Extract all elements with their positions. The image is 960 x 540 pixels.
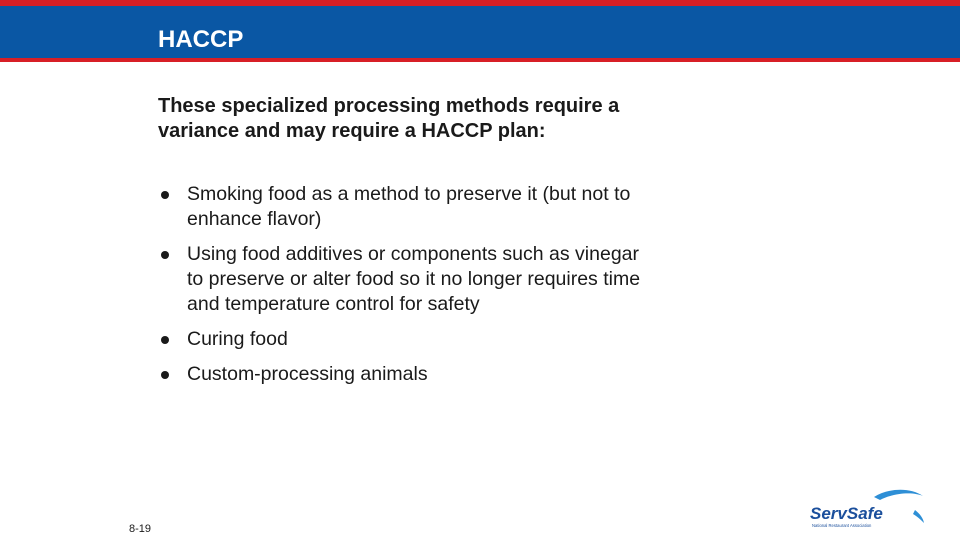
intro-text: These specialized processing methods require a variance and may require a HACCP plan: xyxy=(158,95,620,142)
bullet-list xyxy=(160,182,660,397)
logo-wordmark: ServSafe xyxy=(810,504,883,523)
bullet-dot-icon xyxy=(161,336,169,344)
bullet-text: Using food additives or components such as vinegar to preserve or alter food so it no longer requires time and temperature control for safety xyxy=(187,243,641,315)
logo-tagline: National Restaurant Association xyxy=(812,523,872,528)
title-bar xyxy=(0,6,960,58)
bullet-dot-icon xyxy=(161,191,169,199)
bullet-item xyxy=(160,327,660,352)
page-number: 8-19 xyxy=(129,523,152,535)
bullet-dot-icon xyxy=(161,371,169,379)
bullet-item xyxy=(160,362,660,387)
bullet-text: Smoking food as a method to preserve it (but not to enhance flavor) xyxy=(187,183,631,230)
logo-swoosh-icon xyxy=(874,490,923,500)
bullet-item xyxy=(160,182,660,232)
bullet-text: Curing food xyxy=(187,328,288,350)
title-underline-stripe xyxy=(0,58,960,62)
bullet-text: Custom-processing animals xyxy=(187,363,428,385)
bullet-item xyxy=(160,242,660,317)
servsafe-logo xyxy=(806,487,928,533)
slide-title: HACCP xyxy=(158,26,244,53)
logo-swoosh-tail-icon xyxy=(913,510,924,523)
bullet-dot-icon xyxy=(161,251,169,259)
